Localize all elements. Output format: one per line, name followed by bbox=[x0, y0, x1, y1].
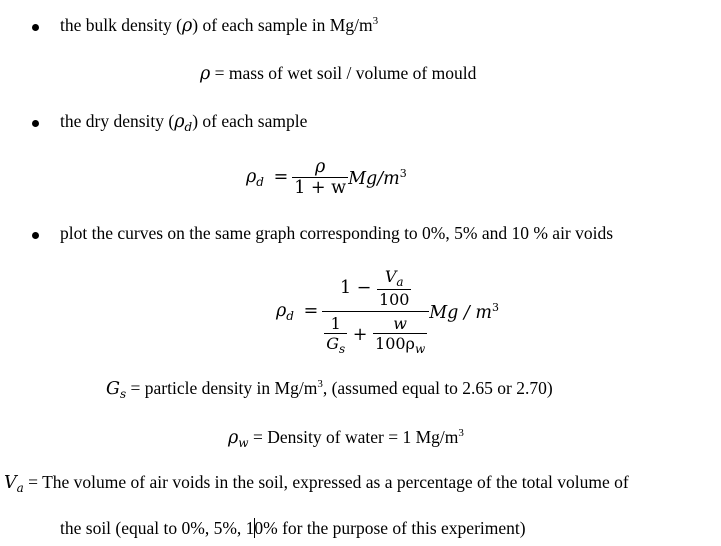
plot-curves-line: plot the curves on the same graph corresponding to 0%, 5% and 10 % air voids bbox=[60, 223, 614, 243]
air-voids-fraction: 1 − $\frac{V_a}{100}$ $\frac{1}{G_s}$ + $\frac{w}{100\rho_w}$ bbox=[322, 267, 429, 356]
va-definition-line: $V_a$ = The volume of air voids in the soil, expressed as a percentage of the total volume of bbox=[4, 472, 629, 495]
dry-density-line: the dry density $(\rho_d)$ of each sample bbox=[60, 111, 308, 134]
bullet-3 bbox=[32, 232, 39, 239]
bullet-1 bbox=[32, 24, 39, 31]
gs-definition-line: $G_s$ = particle density in $Mg/m^3$, (assumed equal to 2.65 or 2.70) bbox=[106, 378, 553, 401]
water-density-line: $\rho_w$ = Density of water = 1 $Mg/m^3$ bbox=[228, 427, 464, 450]
dry-density-fraction: $\frac{\rho}{1 + w}$ bbox=[294, 157, 347, 198]
dry-density-equation: $\rho_d$ = $\frac{\rho}{1 + w}$ $Mg/m^3$ bbox=[246, 157, 407, 198]
bulk-density-equation: ρ = mass of wet soil / volume of mould bbox=[200, 63, 477, 84]
va-definition-continuation: the soil (equal to 0%, 5%, 10% for the purpose of this experiment) bbox=[60, 518, 526, 538]
bulk-density-line: the bulk density (ρ) of each sample in $Mg/m^3$ bbox=[60, 15, 379, 36]
bullet-2 bbox=[32, 120, 39, 127]
air-voids-equation: $\rho_d$ = 1 − $\frac{V_a}{100}$ $\frac{1}{G_s}$ + $\frac{w}{100\rho_w}$ Mg / $m^3$ bbox=[276, 267, 499, 356]
